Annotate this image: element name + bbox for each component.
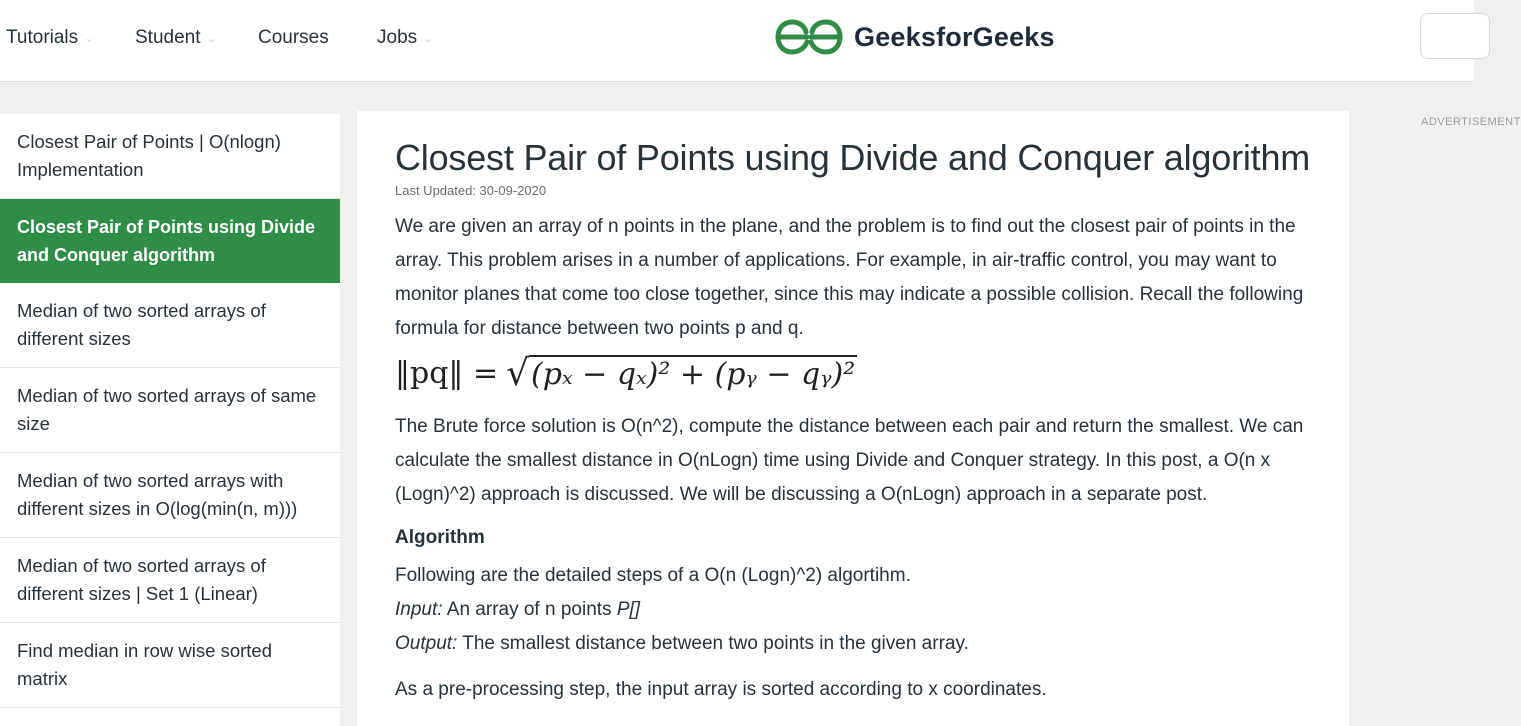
input-line xyxy=(395,599,640,621)
output-text: The smallest distance between two points in the given array. xyxy=(457,633,969,654)
input-label: Input: xyxy=(395,599,443,620)
sidebar-item[interactable] xyxy=(0,538,340,623)
nav-jobs[interactable] xyxy=(377,27,433,49)
intro-paragraph: We are given an array of n points in the plane, and the problem is to find out the closest pair of points in the array. This problem arises in a number of applications. For example, in air-traffic control, you may want to monitor planes that come too close together, since this may indicate a possible collision. Recall the following formula for distance between two points p and q. xyxy=(395,216,1304,339)
sidebar-item-label: Closest Pair of Points | O(nlogn) Implementation xyxy=(17,131,281,180)
input-var: P[] xyxy=(616,599,641,620)
sidebar-item[interactable] xyxy=(0,283,340,368)
distance-formula xyxy=(395,353,857,394)
sidebar-item-active[interactable] xyxy=(0,199,340,283)
sidebar-item[interactable] xyxy=(0,114,340,199)
algorithm-heading: Algorithm xyxy=(395,527,485,548)
sidebar-item[interactable] xyxy=(0,623,340,708)
sidebar-item-label: Closest Pair of Points using Divide and Conquer algorithm xyxy=(17,217,316,265)
sidebar-item[interactable] xyxy=(0,453,340,538)
last-updated: Last Updated: 30-09-2020 xyxy=(395,183,547,198)
sidebar-item[interactable] xyxy=(0,368,340,453)
output-label: Output: xyxy=(395,633,458,654)
sidebar-related-articles xyxy=(0,114,340,726)
sidebar-item-label: Median of two sorted arrays of different sizes xyxy=(17,300,266,349)
nav-jobs-label: Jobs xyxy=(377,27,418,48)
chevron-down-icon: ⌄ xyxy=(206,31,217,45)
chevron-down-icon: ⌄ xyxy=(423,31,434,45)
nav-student-label: Student xyxy=(135,27,201,48)
nav-courses[interactable] xyxy=(258,27,329,49)
preprocessing-line: As a pre-processing step, the input array is sorted according to x coordinates. xyxy=(395,679,1047,700)
sidebar-item-label: Find median in row wise sorted matrix xyxy=(17,640,272,689)
input-text: An array of n points xyxy=(442,599,617,620)
sidebar-item-label: Median of two sorted arrays with different sizes in O(log(min(n, m))) xyxy=(17,470,298,519)
nav-courses-label: Courses xyxy=(258,27,329,48)
nav-tutorials-label: Tutorials xyxy=(6,27,79,48)
logo-text: GeeksforGeeks xyxy=(854,21,1055,52)
formula-lhs: ‖pq‖ = xyxy=(395,356,499,391)
nav-student[interactable] xyxy=(135,27,217,49)
chevron-down-icon: ⌄ xyxy=(84,31,95,45)
site-logo[interactable] xyxy=(774,18,1055,56)
nav-tutorials[interactable] xyxy=(6,27,94,49)
search-box[interactable] xyxy=(1420,13,1490,59)
sidebar-item-label: Median of two sorted arrays of different sizes | Set 1 (Linear) xyxy=(17,555,266,604)
sidebar-item-label: Median of two sorted arrays of same size xyxy=(17,385,317,434)
advertisement-label: ADVERTISEMENT xyxy=(1421,116,1521,128)
page-title: Closest Pair of Points using Divide and Conquer algorithm xyxy=(395,137,1311,178)
article xyxy=(357,111,1349,726)
algorithm-intro: Following are the detailed steps of a O(n (Logn)^2) algortihm. xyxy=(395,565,911,586)
formula-radicand: (pₓ − qₓ)² + (pᵧ − qᵧ)² xyxy=(531,357,856,392)
gfg-logo-icon xyxy=(774,18,844,56)
top-header xyxy=(0,0,1474,82)
brute-force-paragraph: The Brute force solution is O(n^2), compute the distance between each pair and return the smallest. We can calculate the smallest distance in O(nLogn) time using Divide and Conquer strategy. In this post, a O(n x (Logn)^2) approach is discussed. We will be discussing a O(nLogn) approach in a separate post. xyxy=(395,416,1304,505)
output-line xyxy=(395,633,969,655)
sqrt-symbol: √ xyxy=(506,353,530,394)
